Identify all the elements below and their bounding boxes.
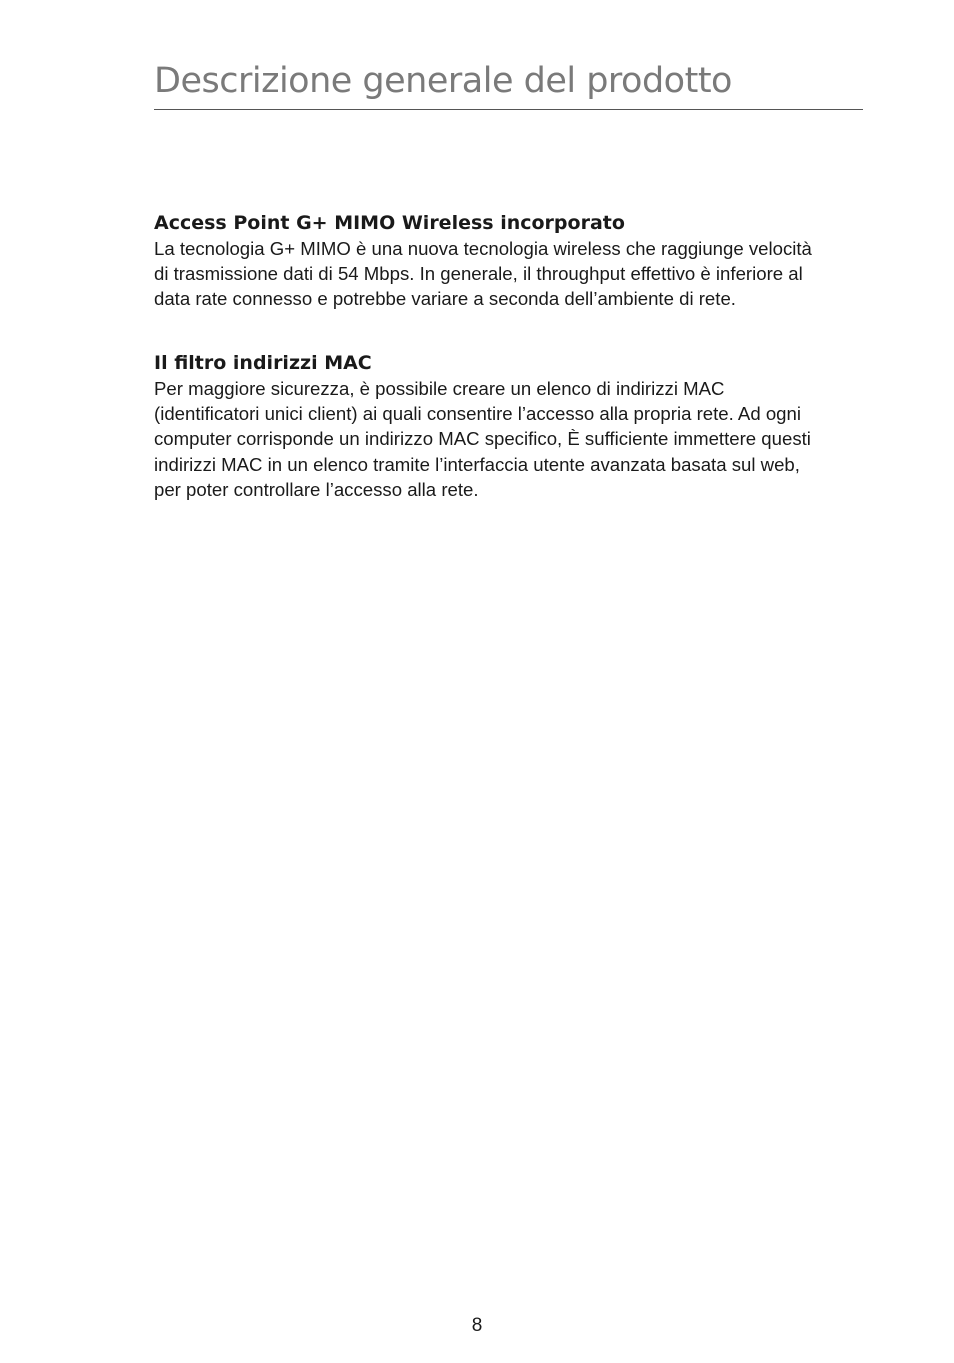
body-line: data rate connesso e potrebbe variare a seconda dell’ambiente di rete. xyxy=(154,288,736,310)
body-line: (identificatori unici client) ai quali consentire l’accesso alla propria rete. Ad ogni xyxy=(154,403,801,425)
section-body xyxy=(154,236,894,312)
page-title: Descrizione generale del prodotto xyxy=(154,61,732,101)
section-heading: Access Point G+ MIMO Wireless incorporato xyxy=(154,212,625,234)
body-line: computer corrisponde un indirizzo MAC specifico, È sufficiente immettere questi xyxy=(154,428,811,450)
section-access-point xyxy=(154,210,894,312)
section-mac-filter xyxy=(154,350,894,502)
body-line: La tecnologia G+ MIMO è una nuova tecnologia wireless che raggiunge velocità xyxy=(154,238,812,259)
page-number: 8 xyxy=(471,1315,483,1336)
title-divider xyxy=(154,109,863,110)
section-heading: Il filtro indirizzi MAC xyxy=(154,352,372,374)
section-body xyxy=(154,376,894,502)
body-line: di trasmissione dati di 54 Mbps. In generale, il throughput effettivo è inferiore al xyxy=(154,263,803,285)
body-line: Per maggiore sicurezza, è possibile creare un elenco di indirizzi MAC xyxy=(154,378,725,399)
body-line: per poter controllare l’accesso alla rete. xyxy=(154,478,479,500)
body-line: indirizzi MAC in un elenco tramite l’interfaccia utente avanzata basata sul web, xyxy=(154,453,800,475)
